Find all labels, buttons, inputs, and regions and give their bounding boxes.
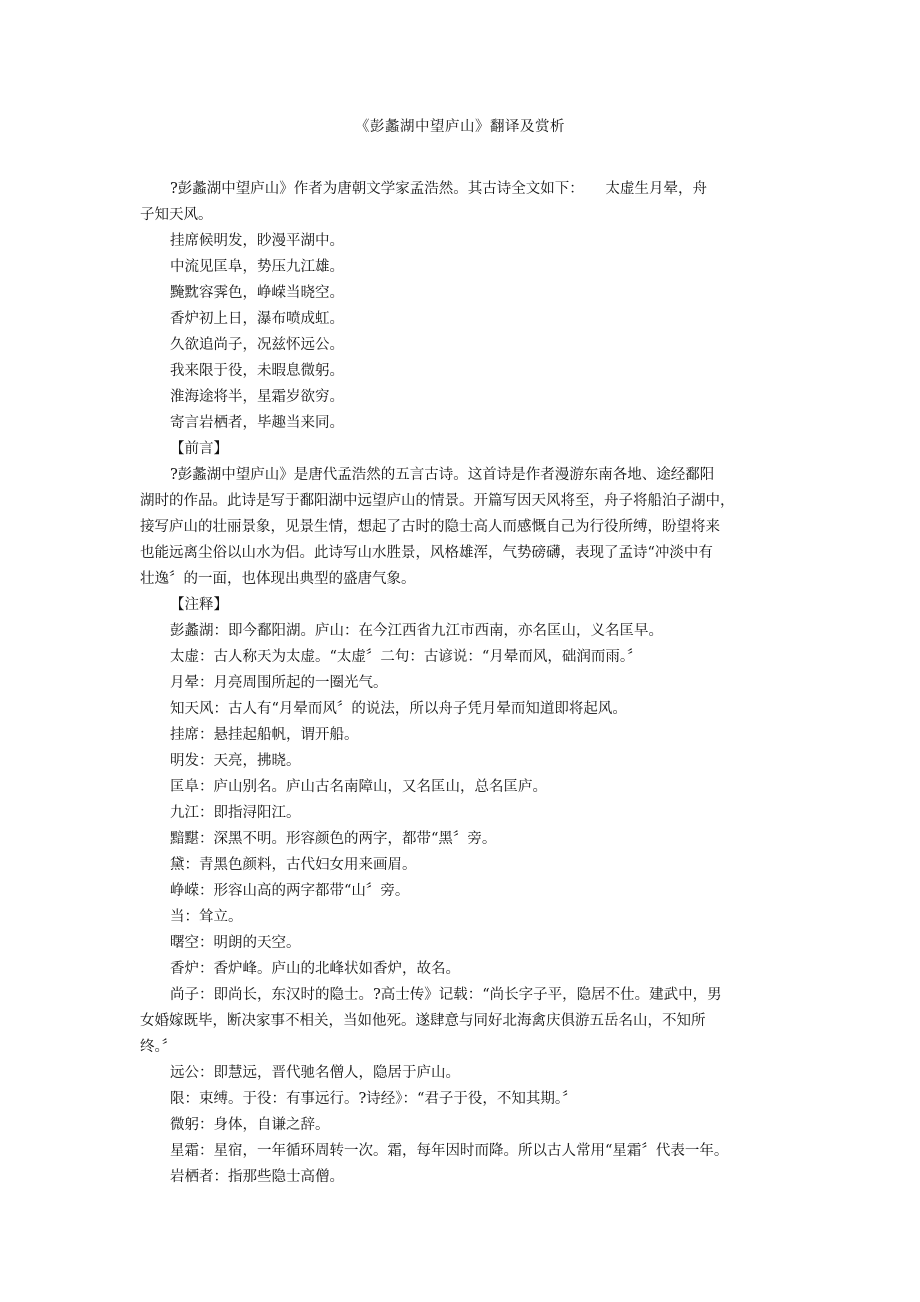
document-body (140, 176, 790, 1190)
note-line: 星霜：星宿，一年循环周转一次。霜，每年因时而降。所以古人常用“星霜〞代表一年。 (170, 1143, 729, 1159)
note-line: 峥嵘：形容山高的两字都带“山〞旁。 (170, 883, 410, 899)
intro-line: 子知天风。 (140, 207, 213, 223)
note-line: 微躬：身体，自谦之辞。 (170, 1117, 330, 1133)
note-line: 终。〞 (140, 1039, 177, 1055)
preface-line: 也能远离尘俗以山水为侣。此诗写山水胜景，风格雄浑，气势磅礴，表现了孟诗“冲淡中有 (140, 545, 713, 561)
poem-line: 中流见匡阜，势压九江雄。 (170, 259, 344, 275)
note-line: 彭蠡湖：即今鄱阳湖。庐山：在今江西省九江市西南，亦名匡山，义名匡早。 (170, 623, 663, 639)
note-line: 岩栖者：指那些隐士高僧。 (170, 1169, 344, 1185)
note-line: 黛：青黑色颜料，古代妇女用来画眉。 (170, 857, 417, 873)
preface-line: 湖时的作品。此诗是写于鄱阳湖中远望庐山的情景。开篇写因天风将至，舟子将船泊子湖中， (140, 493, 735, 509)
preface-line: ?彭蠡湖中望庐山》是唐代孟浩然的五言古诗。这首诗是作者漫游东南各地、途经鄱阳 (170, 467, 715, 483)
note-line: 知天风：古人有“月晕而风〞的说法，所以舟子凭月晕而知道即将起风。 (170, 701, 627, 717)
intro-line: ?彭蠡湖中望庐山》作者为唐朝文学家孟浩然。其古诗全文如下： 太虚生月晕，舟 (170, 181, 708, 197)
note-line: 挂席：悬挂起船帆，谓开船。 (170, 727, 359, 743)
poem-line: 久欲追尚子，况兹怀远公。 (170, 337, 344, 353)
note-line: 尚子：即尚长，东汉时的隐士。?高士传》记载：“尚长字子平，隐居不仕。建武中，男 (170, 987, 722, 1003)
preface-paragraph (140, 462, 790, 592)
note-line: 九江：即指浔阳江。 (170, 805, 301, 821)
note-line: 明发：天亮，拂晓。 (170, 753, 301, 769)
note-line: 限：束缚。于役：有事远行。?诗经》：“君子于役，不知其期。〞 (170, 1091, 577, 1107)
note-line: 太虚：古人称天为太虚。“太虚〞二句：古谚说：“月晕而风，础润而雨。〞 (170, 649, 642, 665)
note-line: 黯黮：深黑不明。形容颜色的两字，都带“黑〞旁。 (170, 831, 497, 847)
preface-line: 接写庐山的壮丽景象，见景生情，想起了古时的隐士高人而感慨自己为行役所缚，盼望将来 (140, 519, 720, 535)
poem-line: 寄言岩栖者，毕趣当来同。 (170, 415, 344, 431)
note-line: 匡阜：庐山别名。庐山古名南障山，又名匡山，总名匡庐。 (170, 779, 547, 795)
poem-line: 淮海途将半，星霜岁欲穷。 (170, 389, 344, 405)
preface-heading: 【前言】 (170, 441, 228, 457)
poem-line: 香炉初上日，瀑布喷成虹。 (170, 311, 344, 327)
note-line: 香炉：香炉峰。庐山的北峰状如香炉，故名。 (170, 961, 460, 977)
note-line: 当：耸立。 (170, 909, 243, 925)
document-title: 《彭蠡湖中望庐山》翻译及赏析 (355, 119, 565, 135)
poem-line: 我来限于役，未暇息微躬。 (170, 363, 344, 379)
notes-heading: 【注释】 (170, 597, 228, 613)
preface-line: 壮逸〞的一面，也体现出典型的盛唐气象。 (140, 571, 416, 587)
note-line: 月晕：月亮周围所起的一圈光气。 (170, 675, 388, 691)
notes-list (140, 618, 790, 1190)
note-line: 女婚嫁既毕，断决家事不相关，当如他死。遂肆意与同好北海禽庆俱游五岳名山，不知所 (140, 1013, 706, 1029)
poem-line: 黤黕容霁色，峥嵘当晓空。 (170, 285, 344, 301)
note-line: 曙空：明朗的天空。 (170, 935, 301, 951)
poem-line: 挂席候明发，眇漫平湖中。 (170, 233, 344, 249)
poem-block (140, 228, 790, 436)
note-line: 远公：即慧远，晋代驰名僧人，隐居于庐山。 (170, 1065, 460, 1081)
